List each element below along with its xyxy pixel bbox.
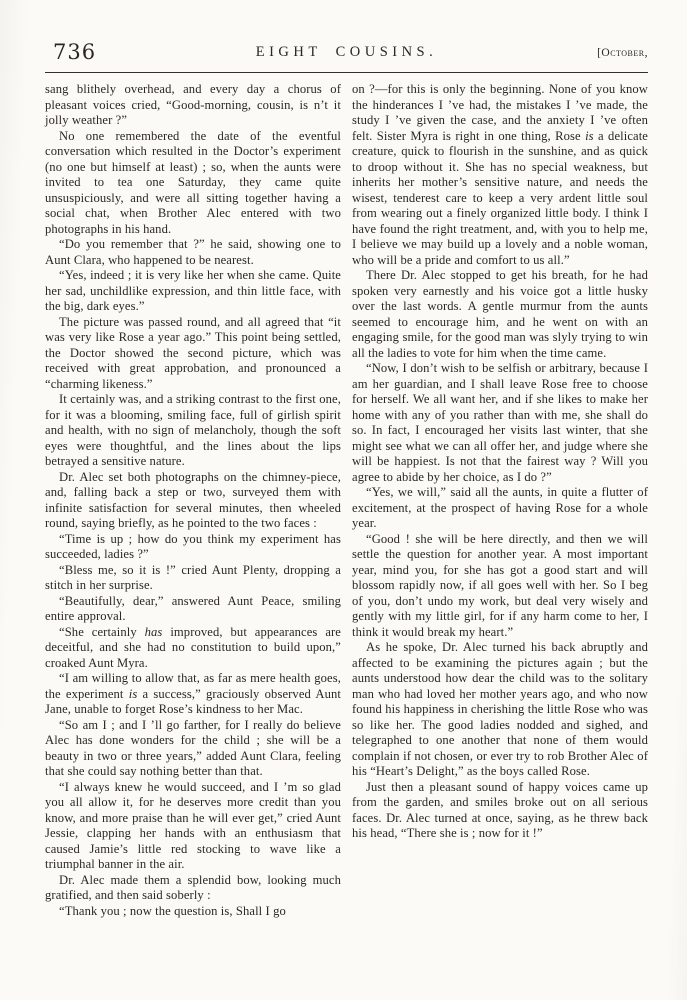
paragraph: “I am willing to allow that, as far as mere health goes, the experiment is a success,” graciously observed Aunt Jane, unable to forget Rose’s kindness to her Mac. bbox=[45, 671, 341, 716]
paragraph: “Time is up ; how do you think my experiment has succeeded, ladies ?” bbox=[45, 531, 341, 561]
text-columns bbox=[45, 82, 648, 919]
paragraph: “Yes, we will,” said all the aunts, in quite a flutter of excitement, at the prospect of having Rose for a whole year. bbox=[352, 485, 648, 530]
paragraph: Just then a pleasant sound of happy voices came up from the garden, and smiles broke out on all serious faces. Dr. Alec turned at once, saying, as he threw back his head, “There she is ; now for it !” bbox=[352, 779, 648, 840]
paragraph: No one remembered the date of the eventful conversation which resulted in the Doctor’s experiment (no one but himself at least) ; so, when the aunts were invited to tea one Saturday, they came quite unsuspiciously, and were all sitting together having a social chat, when Brother Alec entered with two photographs in his hand. bbox=[45, 128, 341, 236]
paragraph: There Dr. Alec stopped to get his breath, for he had spoken very earnestly and his voice got a little husky over the last words. A gentle murmur from the aunts seemed to encourage him, and he went on with an engaging smile, for the good man was slyly trying to win all the ladies to vote for him when the time came. bbox=[352, 268, 648, 360]
header-rule bbox=[45, 72, 648, 73]
paragraph: “Bless me, so it is !” cried Aunt Plenty, dropping a stitch in her surprise. bbox=[45, 562, 341, 592]
paragraph: “Good ! she will be here directly, and then we will settle the question for another year. A most important year, mind you, for she has got a good start and will blossom rapidly now, if all goes well with her. So I beg of you, don’t undo my work, but deal very wisely and gently with my little girl, for if any harm come to her, I think it would break my heart.” bbox=[352, 531, 648, 639]
paragraph: “Do you remember that ?” he said, showing one to Aunt Clara, who happened to be nearest. bbox=[45, 237, 341, 267]
paragraph: As he spoke, Dr. Alec turned his back abruptly and affected to be examining the pictures again ; but the aunts understood how dear the child was to the solitary man who had loved her mother years ago, and who now found his happiness in cherishing the little Rose who was so like her. The good ladies nodded and sighed, and telegraphed to one another that none of them would complain if not chosen, or ever try to rob Brother Alec of his “Heart’s Delight,” as the boys called Rose. bbox=[352, 640, 648, 778]
paragraph: on ?—for this is only the beginning. None of you know the hinderances I ’ve had, the mistakes I ’ve made, the study I ’ve given the case, and the anxiety I ’ve often felt. Sister Myra is right in one thing, Rose is a delicate creature, quick to flourish in the sunshine, and as quick to droop without it. She has no special weakness, but inherits her mother’s sensitive nature, and needs the wisest, tenderest care to keep a very ardent little soul from wearing out a finely organized little body. I think I have found the right treatment, and, with you to help me, I believe we may build up a lovely and a noble woman, who will be a pride and comfort to us all.” bbox=[352, 82, 648, 267]
paragraph: “Yes, indeed ; it is very like her when she came. Quite her sad, unchildlike expression, and thin little face, with the big, dark eyes.” bbox=[45, 268, 341, 313]
paragraph: The picture was passed round, and all agreed that “it was very like Rose a year ago.” This point being settled, the Doctor showed the second picture, which was received with great approbation, and pronounced a “charming likeness.” bbox=[45, 314, 341, 391]
page-header bbox=[45, 40, 648, 66]
paragraph: “Now, I don’t wish to be selfish or arbitrary, because I am her guardian, and I shall leave Rose free to choose for herself. We all want her, and if she likes to make her home with any of you rather than with me, she shall do so. In fact, I encouraged her visits last winter, that she might see what we can all offer her, and judge where she will be happiest. Is not that the fairest way ? Will you agree to abide by her choice, as I do ?” bbox=[352, 361, 648, 484]
issue-label: [October, bbox=[597, 47, 648, 59]
running-title: EIGHT COUSINS. bbox=[255, 44, 438, 60]
paragraph: “Thank you ; now the question is, Shall I go bbox=[59, 903, 286, 918]
paragraph: “I always knew he would succeed, and I ’m so glad you all allow it, for he deserves more credit than you know, and more praise than he will ever get,” cried Aunt Jessie, clapping her hands with an enthusiasm that caused Jamie’s little red stocking to wave like a triumphal banner in the air. bbox=[45, 779, 341, 871]
paragraph: “Beautifully, dear,” answered Aunt Peace, smiling entire approval. bbox=[45, 593, 341, 623]
left-column bbox=[45, 82, 341, 919]
paragraph: “She certainly has improved, but appearances are deceitful, and she had no constitution to build upon,” croaked Aunt Myra. bbox=[45, 624, 341, 670]
paragraph: Dr. Alec set both photographs on the chimney-piece, and, falling back a step or two, surveyed them with infinite satisfaction for several minutes, then wheeled round, saying briefly, as he pointed to the two faces : bbox=[45, 469, 341, 530]
paragraph: “So am I ; and I ’ll go farther, for I really do believe Alec has done wonders for the child ; she will be a beauty in two or three years,” added Aunt Clara, feeling that she could say nothing better than that. bbox=[45, 717, 341, 778]
paragraph: Dr. Alec made them a splendid bow, looking much gratified, and then said soberly : bbox=[45, 872, 341, 902]
right-column bbox=[352, 82, 648, 919]
paragraph: It certainly was, and a striking contrast to the first one, for it was a blooming, smiling face, full of girlish spirit and health, with no sign of melancholy, though the soft eyes were thoughtful, and the lines about the lips betrayed a sensitive nature. bbox=[45, 392, 341, 468]
page-number: 736 bbox=[53, 40, 97, 64]
paragraph: sang blithely overhead, and every day a chorus of pleasant voices cried, “Good-morning, cousin, is n’t it jolly weather ?” bbox=[45, 82, 341, 127]
